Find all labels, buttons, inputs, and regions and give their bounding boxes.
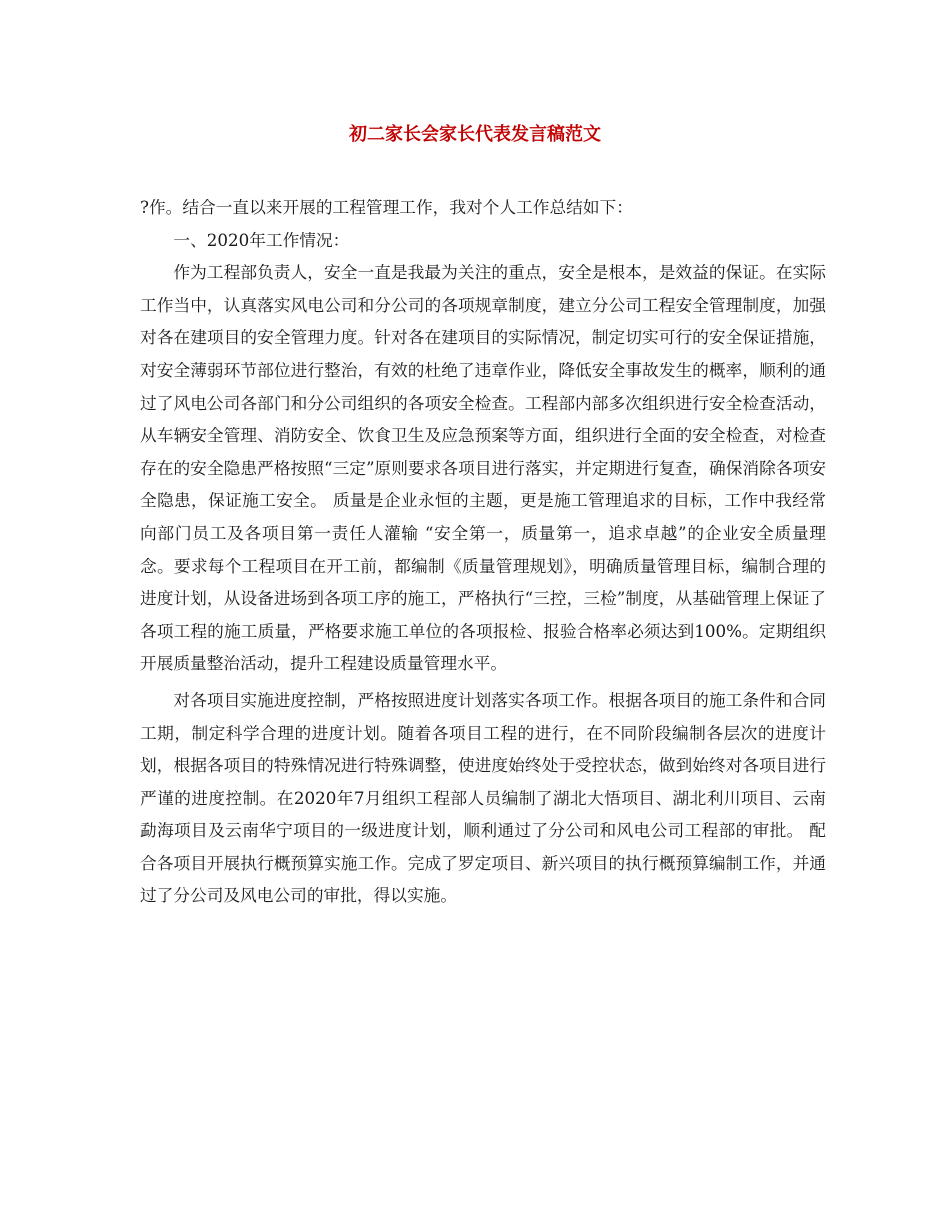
section-heading: 一、2020年工作情况： [173,229,350,250]
document-body [140,191,826,912]
paragraph-schedule-budget: 对各项目实施进度控制，严格按照进度计划落实各项工作。根据各项目的施工条件和合同工期，制定科学合理的进度计划。随着各项目工程的进行，在不同阶段编制各层次的进度计划，根据各项目的特殊情况进行特殊调整，使进度始终处于受控状态，做到始终对各项目进行严谨的进度控制。在2020年7月组织工程部人员编制了湖北大悟项目、湖北利川项目、云南勐海项目及云南华宁项目的一级进度计划，顺利通过了分公司和风电公司工程部的审批。 配合各项目开展执行概预算实施工作。完成了罗定项目、新兴项目的执行概预算编制工作，并通过了分公司及风电公司的审批，得以实施。 [140,689,826,906]
paragraph-safety-quality: 作为工程部负责人，安全一直是我最为关注的重点，安全是根本，是效益的保证。在实际工作当中，认真落实风电公司和分公司的各项规章制度，建立分公司工程安全管理制度，加强对各在建项目的安全管理力度。针对各在建项目的实际情况，制定切实可行的安全保证措施，对安全薄弱环节部位进行整治，有效的杜绝了违章作业，降低安全事故发生的概率，顺利的通过了风电公司各部门和分公司组织的各项安全检查。工程部内部多次组织进行安全检查活动，从车辆安全管理、消防安全、饮食卫生及应急预案等方面，组织进行全面的安全检查，对检查存在的安全隐患严格按照“三定”原则要求各项目进行落实，并定期进行复查，确保消除各项安全隐患，保证施工安全。 质量是企业永恒的主题，更是施工管理追求的目标，工作中我经常向部门员工及各项目第一责任人灌输 “安全第一，质量第一，追求卓越”的企业安全质量理念。要求每个工程项目在开工前，都编制《质量管理规划》，明确质量管理目标，编制合理的进度计划，从设备进场到各项工序的施工，严格执行“三控，三检”制度，从基础管理上保证了各项工程的施工质量，严格要求施工单位的各项报检、报验合格率必须达到100%。定期组织开展质量整治活动，提升工程建设质量管理水平。 [140,262,826,674]
document-title: 初二家长会家长代表发言稿范文 [349,124,601,145]
paragraph-intro: ?作。结合一直以来开展的工程管理工作，我对个人工作总结如下： [140,197,633,217]
